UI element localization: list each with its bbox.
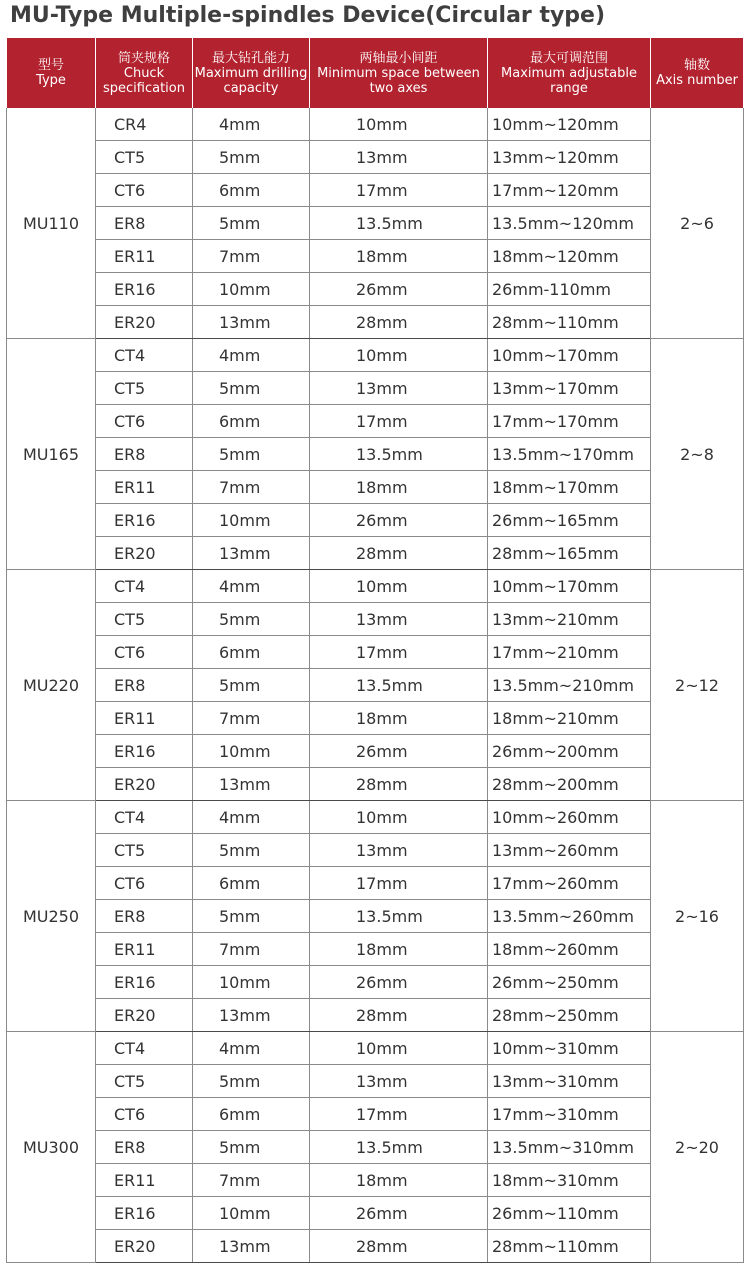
range-cell: 18mm~120mm: [488, 240, 651, 273]
drilling-cell: 7mm: [193, 933, 310, 966]
type-cell: MU300: [7, 1032, 96, 1263]
table-row: [7, 735, 744, 768]
table-row: [7, 768, 744, 801]
range-cell: 26mm~250mm: [488, 966, 651, 999]
min-space-cell: 26mm: [310, 504, 488, 537]
min-space-cell: 17mm: [310, 405, 488, 438]
min-space-cell: 28mm: [310, 768, 488, 801]
table-row: [7, 669, 744, 702]
drilling-cell: 13mm: [193, 999, 310, 1032]
chuck-cell: CT5: [96, 1065, 193, 1098]
range-cell: 17mm~120mm: [488, 174, 651, 207]
table-row: [7, 636, 744, 669]
range-cell: 10mm~310mm: [488, 1032, 651, 1065]
drilling-cell: 4mm: [193, 1032, 310, 1065]
drilling-cell: 6mm: [193, 174, 310, 207]
min-space-cell: 10mm: [310, 801, 488, 834]
spec-table: [6, 38, 744, 1263]
table-row: [7, 570, 744, 603]
chuck-cell: ER16: [96, 966, 193, 999]
table-row: [7, 1065, 744, 1098]
chuck-cell: ER16: [96, 273, 193, 306]
chuck-cell: CT4: [96, 801, 193, 834]
range-cell: 26mm~110mm: [488, 1197, 651, 1230]
chuck-cell: ER8: [96, 1131, 193, 1164]
page-title: MU-Type Multiple-spindles Device(Circular type): [10, 3, 606, 28]
drilling-cell: 7mm: [193, 240, 310, 273]
min-space-cell: 13.5mm: [310, 900, 488, 933]
range-cell: 28mm~200mm: [488, 768, 651, 801]
min-space-cell: 10mm: [310, 1032, 488, 1065]
type-cell: MU165: [7, 339, 96, 570]
min-space-cell: 26mm: [310, 966, 488, 999]
chuck-cell: CT6: [96, 867, 193, 900]
range-cell: 13mm~210mm: [488, 603, 651, 636]
drilling-cell: 4mm: [193, 801, 310, 834]
range-cell: 18mm~260mm: [488, 933, 651, 966]
table-row: [7, 339, 744, 372]
min-space-cell: 10mm: [310, 339, 488, 372]
range-cell: 17mm~210mm: [488, 636, 651, 669]
table-row: [7, 207, 744, 240]
table-row: [7, 174, 744, 207]
chuck-cell: ER20: [96, 306, 193, 339]
axis-cell: 2~8: [651, 339, 744, 570]
drilling-cell: 7mm: [193, 471, 310, 504]
table-row: [7, 1032, 744, 1065]
table-row: [7, 240, 744, 273]
min-space-cell: 13.5mm: [310, 669, 488, 702]
range-cell: 28mm~110mm: [488, 306, 651, 339]
drilling-cell: 7mm: [193, 1164, 310, 1197]
min-space-cell: 13mm: [310, 372, 488, 405]
range-cell: 10mm~170mm: [488, 570, 651, 603]
range-cell: 17mm~170mm: [488, 405, 651, 438]
chuck-cell: ER16: [96, 504, 193, 537]
min-space-cell: 13mm: [310, 834, 488, 867]
drilling-cell: 5mm: [193, 834, 310, 867]
chuck-cell: CT5: [96, 372, 193, 405]
chuck-cell: ER11: [96, 1164, 193, 1197]
min-space-cell: 13mm: [310, 1065, 488, 1098]
chuck-cell: ER11: [96, 702, 193, 735]
drilling-cell: 10mm: [193, 966, 310, 999]
min-space-cell: 17mm: [310, 174, 488, 207]
table-row: [7, 372, 744, 405]
drilling-cell: 4mm: [193, 570, 310, 603]
chuck-cell: ER11: [96, 471, 193, 504]
min-space-cell: 10mm: [310, 108, 488, 141]
drilling-cell: 5mm: [193, 1131, 310, 1164]
min-space-cell: 18mm: [310, 240, 488, 273]
drilling-cell: 6mm: [193, 636, 310, 669]
drilling-cell: 13mm: [193, 537, 310, 570]
range-cell: 18mm~310mm: [488, 1164, 651, 1197]
table-row: [7, 834, 744, 867]
chuck-cell: ER8: [96, 438, 193, 471]
range-cell: 13mm~310mm: [488, 1065, 651, 1098]
chuck-cell: CT5: [96, 603, 193, 636]
table-row: [7, 999, 744, 1032]
header-chuck: 筒夹规格 Chuck specification: [96, 38, 193, 108]
drilling-cell: 5mm: [193, 900, 310, 933]
drilling-cell: 5mm: [193, 1065, 310, 1098]
drilling-cell: 6mm: [193, 1098, 310, 1131]
range-cell: 17mm~310mm: [488, 1098, 651, 1131]
header-row: [7, 38, 744, 108]
min-space-cell: 28mm: [310, 999, 488, 1032]
chuck-cell: ER20: [96, 537, 193, 570]
table-row: [7, 108, 744, 141]
chuck-cell: ER8: [96, 669, 193, 702]
chuck-cell: CT5: [96, 141, 193, 174]
chuck-cell: ER8: [96, 207, 193, 240]
header-range: 最大可调范围 Maximum adjustable range: [488, 38, 651, 108]
chuck-cell: CT6: [96, 1098, 193, 1131]
range-cell: 13.5mm~260mm: [488, 900, 651, 933]
drilling-cell: 10mm: [193, 273, 310, 306]
chuck-cell: CR4: [96, 108, 193, 141]
min-space-cell: 10mm: [310, 570, 488, 603]
min-space-cell: 26mm: [310, 735, 488, 768]
min-space-cell: 26mm: [310, 1197, 488, 1230]
table-row: [7, 966, 744, 999]
min-space-cell: 28mm: [310, 306, 488, 339]
table-row: [7, 933, 744, 966]
chuck-cell: ER11: [96, 933, 193, 966]
table-row: [7, 1098, 744, 1131]
drilling-cell: 7mm: [193, 702, 310, 735]
range-cell: 28mm~110mm: [488, 1230, 651, 1263]
min-space-cell: 17mm: [310, 867, 488, 900]
table-row: [7, 603, 744, 636]
range-cell: 26mm~200mm: [488, 735, 651, 768]
min-space-cell: 18mm: [310, 702, 488, 735]
chuck-cell: CT5: [96, 834, 193, 867]
axis-cell: 2~6: [651, 108, 744, 339]
range-cell: 28mm~250mm: [488, 999, 651, 1032]
range-cell: 13.5mm~170mm: [488, 438, 651, 471]
chuck-cell: CT4: [96, 339, 193, 372]
table-row: [7, 1230, 744, 1263]
drilling-cell: 5mm: [193, 207, 310, 240]
chuck-cell: ER20: [96, 999, 193, 1032]
min-space-cell: 13.5mm: [310, 207, 488, 240]
table-row: [7, 537, 744, 570]
range-cell: 10mm~260mm: [488, 801, 651, 834]
axis-cell: 2~12: [651, 570, 744, 801]
drilling-cell: 5mm: [193, 603, 310, 636]
drilling-cell: 5mm: [193, 438, 310, 471]
header-type: 型号 Type: [7, 38, 96, 108]
type-cell: MU250: [7, 801, 96, 1032]
range-cell: 28mm~165mm: [488, 537, 651, 570]
drilling-cell: 13mm: [193, 768, 310, 801]
drilling-cell: 10mm: [193, 735, 310, 768]
table-row: [7, 405, 744, 438]
header-min-space: 两轴最小间距 Minimum space between two axes: [310, 38, 488, 108]
table-row: [7, 471, 744, 504]
range-cell: 13mm~120mm: [488, 141, 651, 174]
type-cell: MU220: [7, 570, 96, 801]
axis-cell: 2~16: [651, 801, 744, 1032]
header-axis: 轴数 Axis number: [651, 38, 744, 108]
drilling-cell: 5mm: [193, 372, 310, 405]
chuck-cell: ER20: [96, 1230, 193, 1263]
min-space-cell: 18mm: [310, 471, 488, 504]
chuck-cell: ER8: [96, 900, 193, 933]
table-row: [7, 306, 744, 339]
range-cell: 13.5mm~210mm: [488, 669, 651, 702]
chuck-cell: ER16: [96, 1197, 193, 1230]
table-row: [7, 504, 744, 537]
drilling-cell: 4mm: [193, 108, 310, 141]
chuck-cell: CT6: [96, 636, 193, 669]
range-cell: 10mm~170mm: [488, 339, 651, 372]
range-cell: 13.5mm~120mm: [488, 207, 651, 240]
chuck-cell: CT6: [96, 174, 193, 207]
type-cell: MU110: [7, 108, 96, 339]
table-row: [7, 702, 744, 735]
chuck-cell: ER20: [96, 768, 193, 801]
chuck-cell: ER16: [96, 735, 193, 768]
table-row: [7, 1131, 744, 1164]
chuck-cell: ER11: [96, 240, 193, 273]
table-row: [7, 141, 744, 174]
chuck-cell: CT4: [96, 570, 193, 603]
min-space-cell: 28mm: [310, 537, 488, 570]
range-cell: 13.5mm~310mm: [488, 1131, 651, 1164]
drilling-cell: 10mm: [193, 1197, 310, 1230]
axis-cell: 2~20: [651, 1032, 744, 1263]
chuck-cell: CT4: [96, 1032, 193, 1065]
drilling-cell: 13mm: [193, 1230, 310, 1263]
min-space-cell: 26mm: [310, 273, 488, 306]
min-space-cell: 13.5mm: [310, 438, 488, 471]
header-drilling: 最大钻孔能力 Maximum drilling capacity: [193, 38, 310, 108]
range-cell: 10mm~120mm: [488, 108, 651, 141]
drilling-cell: 6mm: [193, 867, 310, 900]
table-row: [7, 438, 744, 471]
range-cell: 26mm~165mm: [488, 504, 651, 537]
min-space-cell: 18mm: [310, 1164, 488, 1197]
range-cell: 13mm~260mm: [488, 834, 651, 867]
table-row: [7, 1197, 744, 1230]
drilling-cell: 5mm: [193, 669, 310, 702]
range-cell: 18mm~170mm: [488, 471, 651, 504]
range-cell: 17mm~260mm: [488, 867, 651, 900]
drilling-cell: 5mm: [193, 141, 310, 174]
drilling-cell: 4mm: [193, 339, 310, 372]
min-space-cell: 13mm: [310, 141, 488, 174]
drilling-cell: 10mm: [193, 504, 310, 537]
table-row: [7, 1164, 744, 1197]
range-cell: 18mm~210mm: [488, 702, 651, 735]
min-space-cell: 13mm: [310, 603, 488, 636]
range-cell: 26mm-110mm: [488, 273, 651, 306]
drilling-cell: 13mm: [193, 306, 310, 339]
min-space-cell: 28mm: [310, 1230, 488, 1263]
table-row: [7, 867, 744, 900]
drilling-cell: 6mm: [193, 405, 310, 438]
min-space-cell: 17mm: [310, 1098, 488, 1131]
min-space-cell: 17mm: [310, 636, 488, 669]
table-row: [7, 801, 744, 834]
table-row: [7, 273, 744, 306]
range-cell: 13mm~170mm: [488, 372, 651, 405]
min-space-cell: 13.5mm: [310, 1131, 488, 1164]
min-space-cell: 18mm: [310, 933, 488, 966]
table-row: [7, 900, 744, 933]
chuck-cell: CT6: [96, 405, 193, 438]
